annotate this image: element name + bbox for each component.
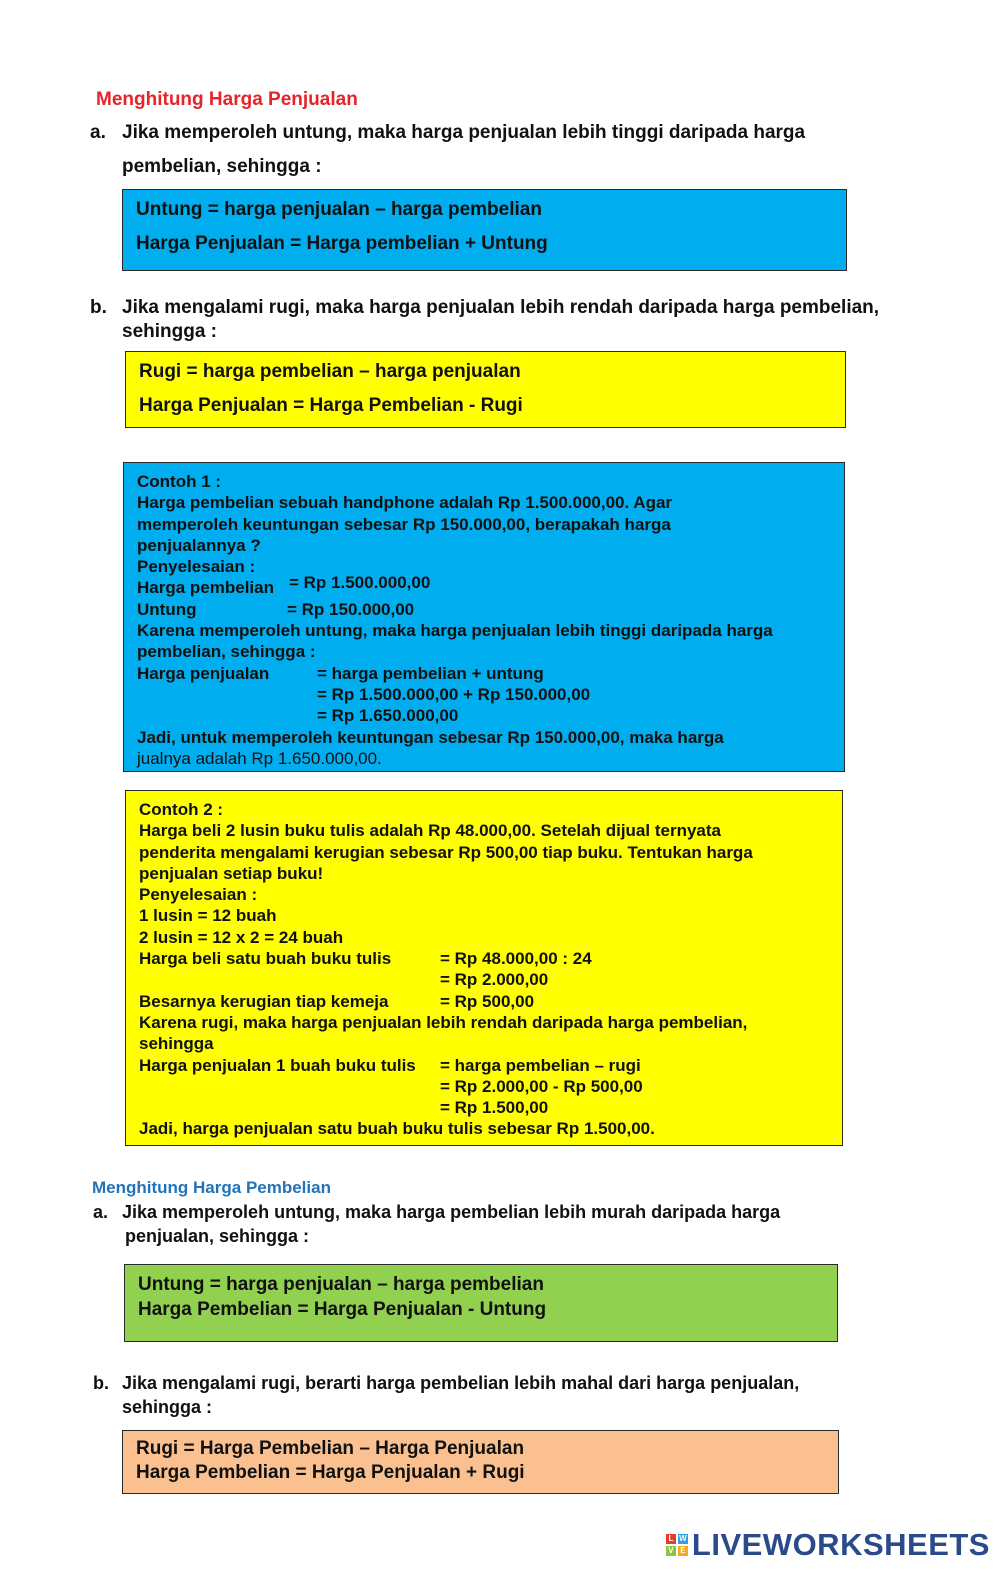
example-text: Harga beli 2 lusin buku tulis adalah Rp 48.000,00. Setelah dijual ternyata	[139, 821, 721, 841]
calc-value: = harga pembelian – rugi	[440, 1055, 641, 1075]
formula-line: Rugi = Harga Pembelian – Harga Penjualan	[136, 1438, 525, 1459]
example-text: sehingga	[139, 1034, 214, 1054]
calc-label: Harga penjualan 1 buah buku tulis	[139, 1055, 416, 1075]
item-b-text	[90, 296, 992, 344]
formula-line: Harga Penjualan = Harga pembelian + Untung	[136, 233, 548, 254]
item-a-line1: Jika memperoleh untung, maka harga pembelian lebih murah daripada harga	[122, 1202, 781, 1222]
item-a-text	[93, 1200, 962, 1248]
item-a-line1: Jika memperoleh untung, maka harga penjualan lebih tinggi daripada harga	[122, 122, 806, 143]
calc-value: = Rp 1.500.000,00	[289, 573, 431, 592]
calc-value: = Rp 2.000,00 - Rp 500,00	[440, 1076, 643, 1096]
example-text: 2 lusin = 12 x 2 = 24 buah	[139, 927, 344, 947]
example-text: penjualan setiap buku!	[139, 863, 324, 883]
formula-line: Harga Penjualan = Harga Pembelian - Rugi	[139, 395, 523, 416]
example-text: penjualannya ?	[137, 535, 261, 555]
example-box-1	[123, 462, 845, 772]
item-a-line2: penjualan, sehingga :	[125, 1226, 310, 1246]
formula-box-untung-pembelian	[124, 1264, 838, 1342]
calc-value: = Rp 2.000,00	[440, 970, 549, 990]
item-a-text	[90, 116, 962, 184]
list-marker: a.	[93, 1202, 109, 1222]
calc-value: = Rp 150.000,00	[287, 599, 415, 619]
solution-label: Penyelesaian :	[139, 885, 258, 905]
section-title-harga-pembelian: Menghitung Harga Pembelian	[92, 1178, 331, 1197]
conclusion-text: Jadi, untuk memperoleh keuntungan sebesar Rp 150.000,00, maka harga	[137, 727, 724, 747]
example-text: Harga pembelian sebuah handphone adalah Rp 1.500.000,00. Agar	[137, 493, 673, 513]
example-text: Karena memperoleh untung, maka harga penjualan lebih tinggi daripada harga	[137, 621, 773, 641]
calc-label: Untung	[137, 599, 197, 619]
example-text: penderita mengalami kerugian sebesar Rp 500,00 tiap buku. Tentukan harga	[139, 842, 753, 862]
calc-value: = Rp 1.500,00	[440, 1098, 549, 1118]
formula-line: Untung = harga penjualan – harga pembelian	[136, 199, 542, 220]
list-marker: b.	[93, 1373, 109, 1393]
example-text: 1 lusin = 12 buah	[139, 906, 277, 926]
example-title: Contoh 1 :	[137, 472, 222, 491]
example-text: Karena rugi, maka harga penjualan lebih rendah daripada harga pembelian,	[139, 1012, 748, 1032]
formula-box-untung	[122, 189, 847, 271]
formula-line: Untung = harga penjualan – harga pembelian	[138, 1274, 544, 1295]
formula-line: Harga Pembelian = Harga Penjualan - Untung	[138, 1299, 547, 1320]
item-b-line1: Jika mengalami rugi, berarti harga pembelian lebih mahal dari harga penjualan,	[122, 1373, 800, 1393]
example-text: memperoleh keuntungan sebesar Rp 150.000,00, berapakah harga	[137, 514, 671, 534]
formula-box-rugi-pembelian	[122, 1430, 839, 1494]
logo-mark-icon: L W V E	[666, 1534, 688, 1556]
item-b-line1: Jika mengalami rugi, maka harga penjualan lebih rendah daripada harga pembelian,	[122, 297, 880, 318]
calc-value: = Rp 1.650.000,00	[317, 706, 459, 726]
section-title-harga-penjualan: Menghitung Harga Penjualan	[96, 89, 358, 110]
conclusion-text: Jadi, harga penjualan satu buah buku tulis sebesar Rp 1.500,00.	[139, 1119, 655, 1139]
example-text: pembelian, sehingga :	[137, 642, 316, 662]
calc-value: = Rp 48.000,00 : 24	[440, 949, 592, 969]
example-box-2	[125, 790, 843, 1146]
item-a-line2: pembelian, sehingga :	[122, 156, 322, 177]
formula-line: Harga Pembelian = Harga Penjualan + Rugi	[136, 1462, 525, 1483]
example-title: Contoh 2 :	[139, 800, 224, 819]
calc-value: = Rp 500,00	[440, 991, 535, 1011]
formula-box-rugi	[125, 351, 846, 428]
calc-value: = harga pembelian + untung	[317, 663, 544, 683]
calc-label: Harga pembelian	[137, 578, 274, 598]
formula-line: Rugi = harga pembelian – harga penjualan	[139, 361, 521, 382]
calc-value: = Rp 1.500.000,00 + Rp 150.000,00	[317, 684, 591, 704]
conclusion-text: jualnya adalah Rp 1.650.000,00.	[137, 748, 382, 768]
calc-label: Harga penjualan	[137, 663, 270, 683]
item-b-text	[93, 1371, 962, 1419]
item-b-line2: sehingga :	[122, 1397, 213, 1417]
logo-text: LIVEWORKSHEETS	[691, 1527, 990, 1562]
liveworksheets-logo	[666, 1527, 990, 1563]
solution-label: Penyelesaian :	[137, 557, 256, 577]
calc-label: Besarnya kerugian tiap kemeja	[139, 991, 389, 1011]
item-b-line2: sehingga :	[122, 321, 218, 342]
list-marker: a.	[90, 122, 106, 143]
list-marker: b.	[90, 297, 107, 318]
calc-label: Harga beli satu buah buku tulis	[139, 949, 392, 969]
